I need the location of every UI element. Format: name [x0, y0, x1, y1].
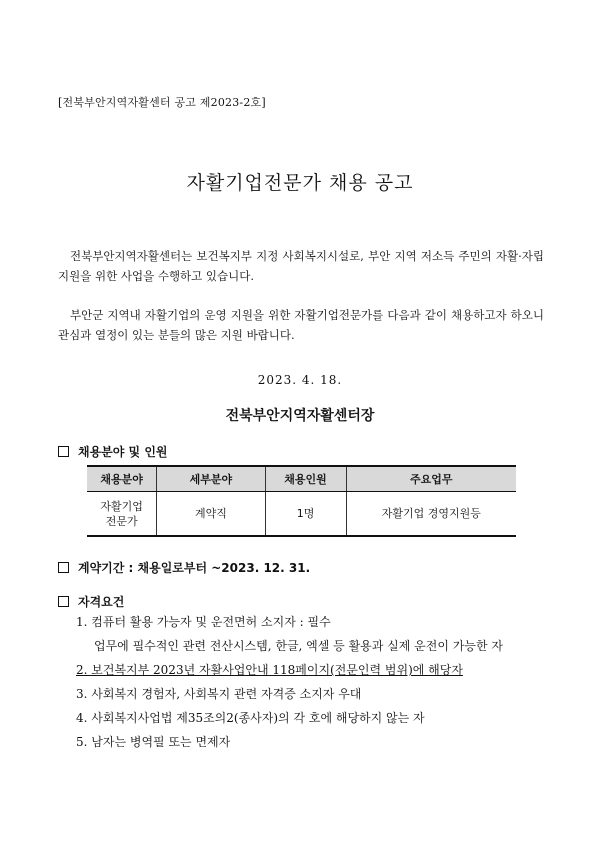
table-cell-field	[87, 492, 157, 537]
field-line-1: 자활기업	[100, 499, 143, 513]
section-heading-qualifications	[58, 593, 124, 610]
recruitment-table	[87, 465, 516, 537]
checkbox-square-icon	[58, 596, 69, 607]
table-header-cell: 주요업무	[346, 466, 516, 492]
requirement-item: 1. 컴퓨터 활용 가능자 및 운전면허 소지자 : 필수	[76, 615, 331, 629]
requirement-item: 4. 사회복지사업법 제35조의2(종사자)의 각 호에 해당하지 않는 자	[76, 711, 425, 725]
requirement-item-detail: 업무에 필수적인 관련 전산시스템, 한글, 엑셀 등 활용과 실제 운전이 가능한 자	[94, 639, 503, 653]
section-heading-text: 채용분야 및 인원	[78, 445, 168, 459]
checkbox-square-icon	[58, 446, 69, 457]
table-cell-sub-field: 계약직	[157, 492, 265, 537]
requirement-item: 3. 사회복지 경험자, 사회복지 관련 자격증 소지자 우대	[76, 687, 362, 701]
checkbox-square-icon	[58, 562, 69, 573]
section-heading-recruitment	[58, 443, 168, 460]
organization-name: 전북부안지역자활센터장	[225, 408, 375, 424]
requirement-item: 5. 남자는 병역필 또는 면제자	[76, 735, 231, 749]
notice-number: [전북부안지역자활센터 공고 제2023-2호]	[58, 96, 266, 109]
intro-paragraph-2: 부안군 지역내 자활기업의 운영 지원을 위한 자활기업전문가를 다음과 같이 채용하고자 하오니 관심과 열정이 있는 분들의 많은 지원 바랍니다.	[58, 308, 544, 342]
table-cell-duties: 자활기업 경영지원등	[346, 492, 516, 537]
table-header-cell: 채용분야	[87, 466, 157, 492]
page-title: 자활기업전문가 채용 공고	[186, 172, 414, 194]
requirement-item: 2. 보건복지부 2023년 자활사업안내 118페이지(전문인력 범위)에 해당자	[76, 663, 463, 677]
notice-date: 2023. 4. 18.	[257, 373, 343, 387]
section-heading-contract	[58, 559, 310, 576]
table-header-cell: 채용인원	[265, 466, 346, 492]
field-line-2: 전문가	[105, 514, 138, 528]
intro-paragraph-1: 전북부안지역자활센터는 보건복지부 지정 사회복지시설로, 부안 지역 저소득 주민의 자활·자립 지원을 위한 사업을 수행하고 있습니다.	[58, 249, 544, 283]
table-cell-count: 1명	[265, 492, 346, 537]
section-heading-text: 계약기간 : 채용일로부터 ~2023. 12. 31.	[78, 561, 311, 575]
table-header-cell: 세부분야	[157, 466, 265, 492]
table-row	[87, 492, 516, 537]
table-header-row	[87, 466, 516, 492]
section-heading-text: 자격요건	[78, 595, 125, 609]
